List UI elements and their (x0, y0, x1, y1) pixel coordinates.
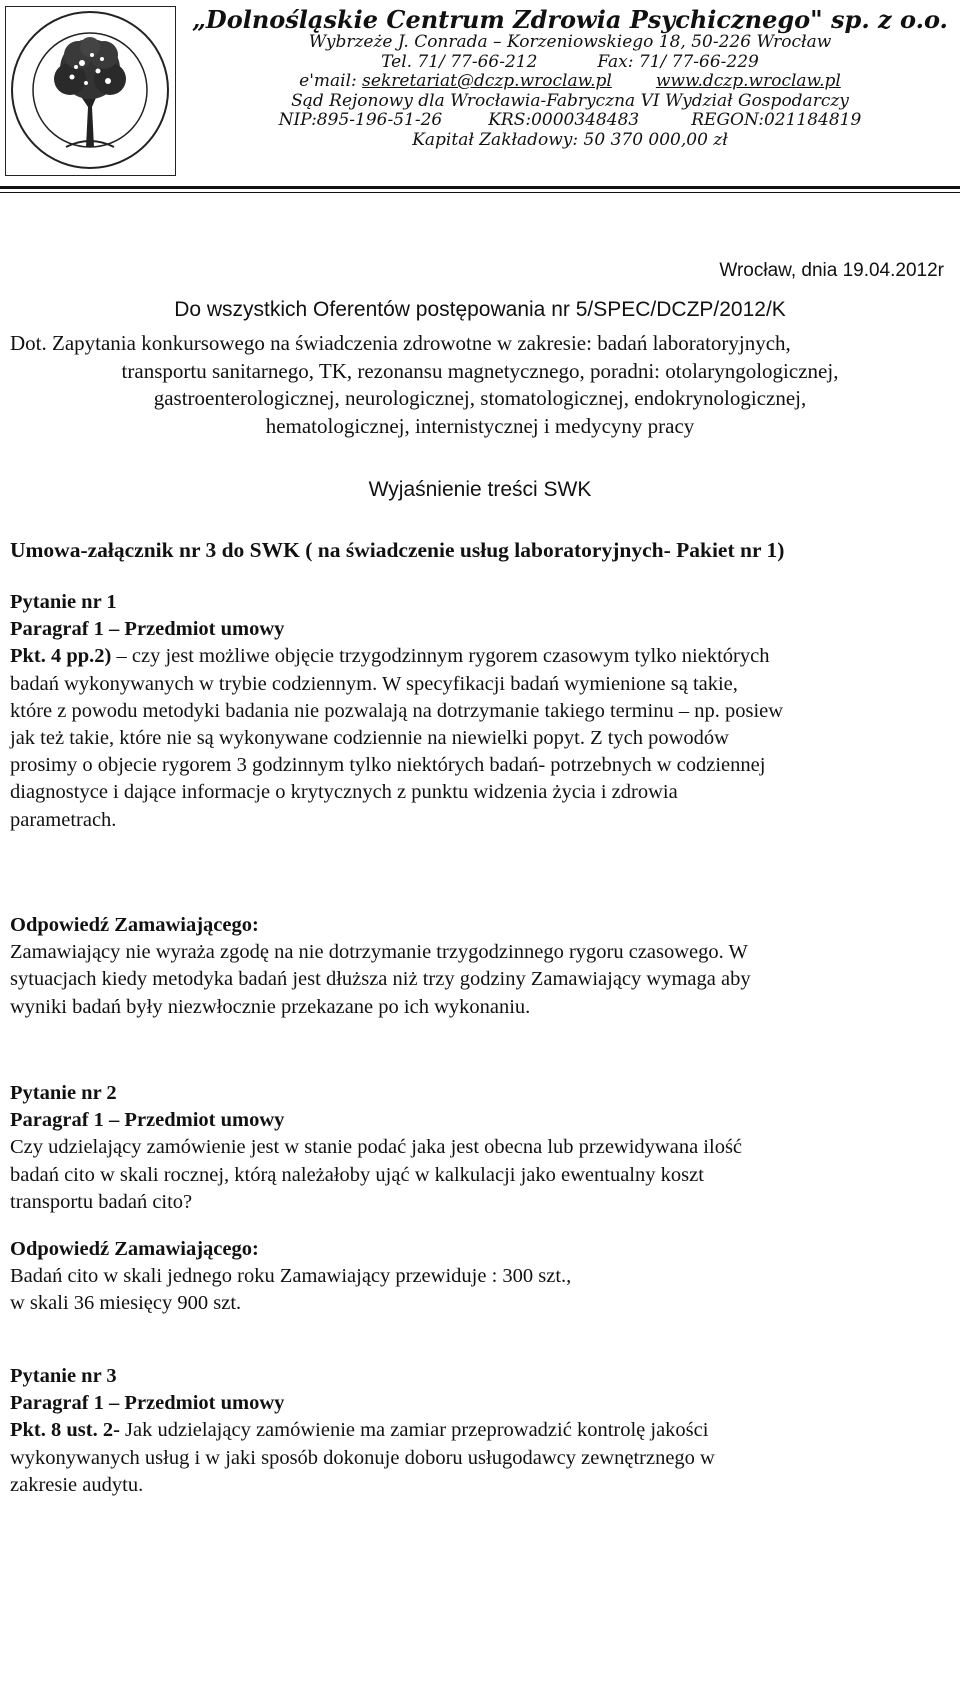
answer-1 (10, 912, 950, 1021)
question-text-line: Czy udzielający zamówienie jest w stanie podać jaka jest obecna lub przewidywana ilość (10, 1136, 743, 1159)
question-text-line: Jak udzielający zamówienie ma zamiar przeprowadzić kontrolę jakości (119, 1419, 709, 1442)
organization-name: „Dolnośląskie Centrum Zdrowia Psychicznego" sp. z o.o. (192, 5, 948, 34)
phone-number: Tel. 71/ 77-66-212 (381, 51, 538, 72)
question-text-line: diagnostyce i dające informacje o krytycznych z punktu widzenia życia i zdrowia (10, 781, 678, 804)
question-point: Pkt. 8 ust. 2- (10, 1419, 120, 1442)
krs-number: KRS:0000348483 (488, 110, 640, 130)
question-text-line: – czy jest możliwe objęcie trzygodzinnym rygorem czasowym tylko niektórych (111, 645, 770, 668)
question-text-line: badań cito w skali rocznej, którą należałoby ująć w kalkulacji jako ewentualny koszt (10, 1163, 704, 1186)
subject-line: transportu sanitarnego, TK, rezonansu magnetycznego, poradni: otolaryngologicznej, (121, 358, 839, 383)
explanation-title: Wyjaśnienie treści SWK (368, 478, 592, 501)
organization-court: Sąd Rejonowy dla Wrocławia-Fabryczna VI Wydział Gospodarczy (291, 90, 849, 111)
nip-number: NIP:895-196-51-26 (278, 110, 443, 130)
answer-text-line: Badań cito w skali jednego roku Zamawiający przewiduje : 300 szt., (10, 1265, 572, 1288)
answer-2 (10, 1236, 950, 1318)
contract-annex-title: Umowa-załącznik nr 3 do SWK ( na świadczenie usług laboratoryjnych- Pakiet nr 1) (10, 538, 785, 562)
organization-phone-fax (190, 53, 950, 73)
email-label: e'mail: (299, 71, 357, 91)
answer-text-line: w skali 36 miesięcy 900 szt. (10, 1292, 242, 1315)
header-divider-thick (0, 186, 960, 189)
answer-label: Odpowiedź Zamawiającego: (10, 1238, 259, 1260)
subject (10, 330, 950, 440)
regon-number: REGON:021184819 (691, 110, 862, 130)
answer-text-line: sytuacjach kiedy metodyka badań jest dłuższa niż trzy godziny Zamawiający wymaga aby (10, 968, 751, 991)
question-paragraph: Paragraf 1 – Przedmiot umowy (10, 618, 285, 641)
question-text-line: wykonywanych usług i w jaki sposób dokonuje doboru usługodawcy zewnętrznego w (10, 1446, 715, 1469)
question-text-line: parametrach. (10, 808, 117, 831)
question-label: Pytanie nr 3 (10, 1365, 117, 1387)
subject-line: Dot. Zapytania konkursowego na świadczenia zdrowotne w zakresie: badań laboratoryjnych, (10, 331, 791, 355)
subject-line: hematologicznej, internistycznej i medycyny pracy (265, 413, 695, 438)
question-3 (10, 1363, 950, 1499)
question-text-line: badań wykonywanych w trybie codziennym. W specyfikacji badań wymienione są takie, (10, 672, 738, 695)
organization-header (190, 6, 950, 150)
organization-address: Wybrzeże J. Conrada – Korzeniowskiego 18, 50-226 Wrocław (308, 32, 832, 52)
addressee: Do wszystkich Oferentów postępowania nr 5/SPEC/DCZP/2012/K (174, 298, 786, 321)
answer-text-line: wyniki badań były niezwłocznie przekazane po ich wykonaniu. (10, 995, 531, 1018)
document-date: Wrocław, dnia 19.04.2012r (719, 260, 944, 281)
organization-logo (5, 6, 176, 176)
website-link[interactable]: www.dczp.wroclaw.pl (655, 71, 841, 91)
question-text-line: prosimy o objecie rygorem 3 godzinnym tylko niektórych badań- potrzebnych w codziennej (10, 754, 766, 777)
organization-registry (190, 111, 950, 131)
question-text-line: które z powodu metodyki badania nie pozwalają na dotrzymanie takiego terminu – np. posiew (10, 699, 784, 722)
question-text-line: transportu badań cito? (10, 1190, 193, 1213)
answer-text-line: Zamawiający nie wyraża zgodę na nie dotrzymanie trzygodzinnego rygoru czasowego. W (10, 941, 748, 964)
header-divider-thin (0, 192, 960, 193)
question-label: Pytanie nr 1 (10, 591, 117, 613)
question-paragraph: Paragraf 1 – Przedmiot umowy (10, 1109, 285, 1132)
organization-contact (190, 72, 950, 92)
question-text-line: jak też takie, które nie są wykonywane codziennie na niewielki popyt. Z tych powodów (10, 727, 729, 750)
question-2 (10, 1080, 950, 1216)
question-paragraph: Paragraf 1 – Przedmiot umowy (10, 1392, 285, 1415)
organization-capital: Kapitał Zakładowy: 50 370 000,00 zł (412, 129, 728, 150)
email-link[interactable]: sekretariat@dczp.wroclaw.pl (362, 71, 612, 91)
answer-label: Odpowiedź Zamawiającego: (10, 914, 259, 936)
subject-line: gastroenterologicznej, neurologicznej, stomatologicznej, endokrynologicznej, (153, 386, 807, 410)
question-label: Pytanie nr 2 (10, 1082, 117, 1104)
fax-number: Fax: 71/ 77-66-229 (597, 51, 759, 72)
question-point: Pkt. 4 pp.2) (10, 645, 112, 668)
question-text-line: zakresie audytu. (10, 1473, 144, 1496)
question-1 (10, 589, 950, 834)
tree-seal-icon (6, 7, 174, 174)
